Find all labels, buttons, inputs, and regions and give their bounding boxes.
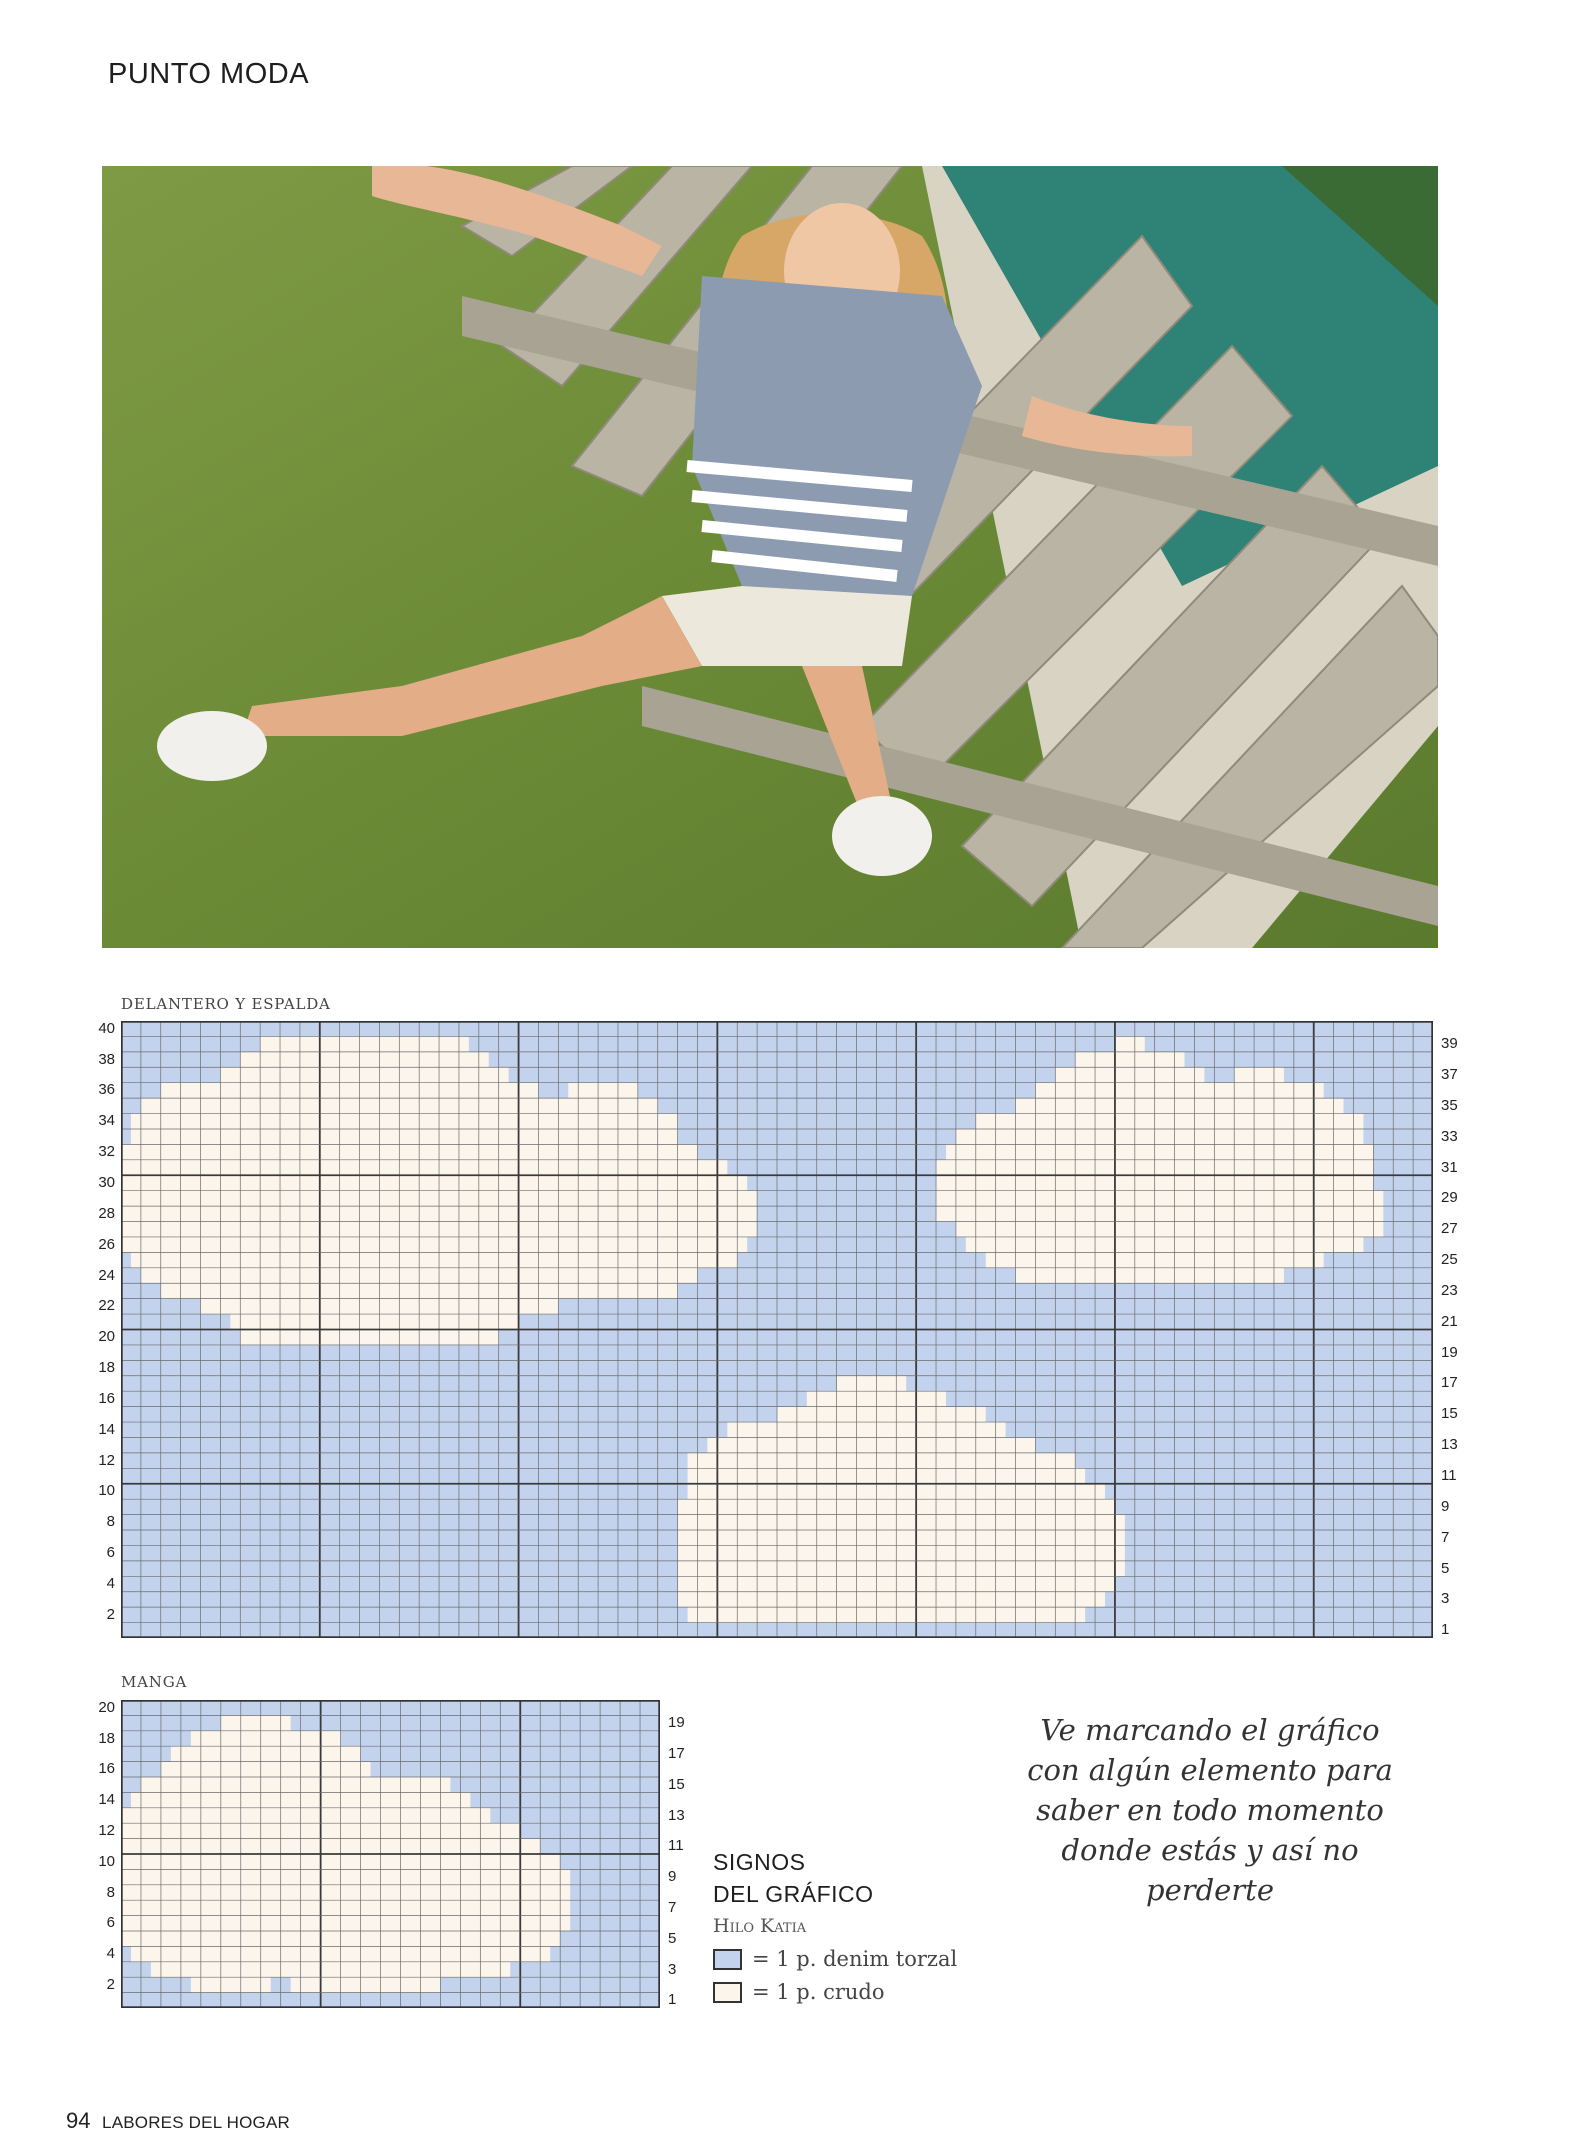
row-number-left: 4 bbox=[106, 1945, 115, 1963]
row-number-left: 24 bbox=[98, 1266, 115, 1284]
row-number-left: 2 bbox=[106, 1605, 115, 1623]
row-number-right: 27 bbox=[1441, 1220, 1458, 1238]
row-number-right: 3 bbox=[1441, 1590, 1450, 1608]
row-number-left: 16 bbox=[98, 1760, 115, 1778]
cream-stitches bbox=[121, 1869, 570, 1884]
row-number-right: 1 bbox=[668, 1991, 677, 2009]
row-number-right: 5 bbox=[1441, 1559, 1450, 1577]
row-number-left: 22 bbox=[98, 1297, 115, 1315]
row-number-right: 17 bbox=[668, 1744, 685, 1762]
legend-title-line2: DEL GRÁFICO bbox=[713, 1881, 874, 1907]
cream-stitches bbox=[678, 1515, 1125, 1530]
cream-stitches bbox=[121, 1885, 570, 1900]
knitting-chart-sleeve bbox=[121, 1700, 660, 2008]
cream-stitches bbox=[131, 1252, 737, 1267]
row-number-left: 28 bbox=[98, 1204, 115, 1222]
row-number-left: 10 bbox=[98, 1852, 115, 1870]
legend-title bbox=[713, 1846, 874, 1910]
row-number-left: 14 bbox=[98, 1791, 115, 1809]
cream-stitches bbox=[777, 1407, 986, 1422]
row-number-right: 11 bbox=[1441, 1467, 1457, 1485]
cream-stitches bbox=[131, 1114, 678, 1129]
row-number-left: 14 bbox=[98, 1420, 115, 1438]
cream-stitches bbox=[688, 1607, 1086, 1622]
cream-stitches bbox=[1035, 1083, 1323, 1098]
cream-stitches bbox=[568, 1083, 638, 1098]
cream-stitches bbox=[291, 1977, 441, 1992]
cream-stitches bbox=[121, 1900, 570, 1915]
page-number: 94 bbox=[66, 2108, 91, 2133]
chart-label-sleeve: MANGA bbox=[121, 1673, 188, 1691]
row-number-right: 7 bbox=[668, 1898, 677, 1916]
cream-stitches bbox=[230, 1314, 518, 1329]
cream-stitches bbox=[1234, 1067, 1284, 1082]
row-number-right: 9 bbox=[668, 1868, 677, 1886]
row-number-right: 11 bbox=[668, 1837, 684, 1855]
cream-stitches bbox=[956, 1222, 1383, 1237]
cream-stitches bbox=[161, 1762, 371, 1777]
row-number-right: 23 bbox=[1441, 1281, 1458, 1299]
cream-stitches bbox=[221, 1715, 291, 1730]
cream-stitches bbox=[171, 1746, 361, 1761]
chart-label-body: DELANTERO Y ESPALDA bbox=[121, 995, 331, 1013]
cream-stitches bbox=[260, 1036, 469, 1051]
cream-stitches bbox=[151, 1962, 510, 1977]
row-number-left: 2 bbox=[106, 1975, 115, 1993]
section-title: PUNTO MODA bbox=[108, 58, 310, 90]
row-number-right: 15 bbox=[1441, 1405, 1458, 1423]
legend-item-crudo bbox=[713, 1979, 885, 2005]
row-number-right: 9 bbox=[1441, 1497, 1450, 1515]
row-number-right: 25 bbox=[1441, 1251, 1458, 1269]
row-number-left: 26 bbox=[98, 1235, 115, 1253]
swatch-crudo bbox=[713, 1982, 742, 2003]
cream-stitches bbox=[1075, 1052, 1184, 1067]
cream-stitches bbox=[1055, 1067, 1204, 1082]
cream-stitches bbox=[678, 1530, 1125, 1545]
row-number-right: 17 bbox=[1441, 1374, 1458, 1392]
cream-stitches bbox=[946, 1144, 1373, 1159]
row-number-left: 4 bbox=[106, 1575, 115, 1592]
row-number-right: 21 bbox=[1441, 1312, 1458, 1330]
cream-stitches bbox=[936, 1191, 1383, 1206]
row-number-left: 20 bbox=[98, 1328, 115, 1346]
magazine-name: LABORES DEL HOGAR bbox=[102, 2113, 290, 2132]
row-number-left: 8 bbox=[106, 1883, 115, 1901]
cream-stitches bbox=[976, 1114, 1364, 1129]
row-number-left: 20 bbox=[98, 1698, 115, 1716]
row-number-left: 12 bbox=[98, 1451, 115, 1469]
row-number-right: 37 bbox=[1441, 1065, 1458, 1083]
row-number-right: 1 bbox=[1441, 1621, 1450, 1639]
row-number-left: 6 bbox=[106, 1544, 115, 1562]
cream-stitches bbox=[381, 1777, 451, 1792]
cream-stitches bbox=[966, 1237, 1364, 1252]
cream-stitches bbox=[688, 1468, 1086, 1483]
quote-line: perderte bbox=[1146, 1873, 1274, 1907]
cream-stitches bbox=[121, 1144, 697, 1159]
row-number-right: 5 bbox=[668, 1929, 677, 1947]
row-number-right: 33 bbox=[1441, 1127, 1458, 1145]
row-number-left: 10 bbox=[98, 1482, 115, 1500]
row-number-right: 3 bbox=[668, 1960, 677, 1978]
cream-stitches bbox=[688, 1453, 1076, 1468]
cream-stitches bbox=[161, 1083, 539, 1098]
cream-stitches bbox=[678, 1592, 1105, 1607]
cream-stitches bbox=[727, 1422, 1005, 1437]
row-number-right: 19 bbox=[1441, 1343, 1458, 1361]
row-number-left: 6 bbox=[106, 1914, 115, 1932]
cream-stitches bbox=[1016, 1268, 1284, 1283]
cream-stitches bbox=[121, 1808, 490, 1823]
cream-stitches bbox=[240, 1330, 498, 1345]
tip-quote bbox=[1010, 1710, 1410, 1910]
row-number-left: 12 bbox=[98, 1821, 115, 1839]
cream-stitches bbox=[121, 1160, 727, 1175]
quote-line: Ve marcando el gráfico bbox=[1040, 1713, 1380, 1747]
legend-text-crudo: = 1 p. crudo bbox=[752, 1980, 885, 2004]
cream-stitches bbox=[191, 1731, 341, 1746]
row-number-left: 18 bbox=[98, 1729, 115, 1747]
row-number-right: 39 bbox=[1441, 1035, 1458, 1053]
cream-stitches bbox=[121, 1175, 747, 1190]
row-number-right: 13 bbox=[668, 1806, 685, 1824]
cream-stitches bbox=[220, 1067, 508, 1082]
row-number-right: 15 bbox=[668, 1775, 685, 1793]
row-number-left: 30 bbox=[98, 1173, 115, 1191]
cream-stitches bbox=[956, 1129, 1364, 1144]
legend-text-denim: = 1 p. denim torzal bbox=[752, 1947, 958, 1971]
row-number-left: 34 bbox=[98, 1112, 115, 1130]
row-number-left: 8 bbox=[106, 1513, 115, 1531]
cream-stitches bbox=[131, 1129, 678, 1144]
row-number-left: 16 bbox=[98, 1389, 115, 1407]
cream-stitches bbox=[191, 1977, 271, 1992]
legend-item-denim bbox=[713, 1946, 957, 1972]
swatch-denim bbox=[713, 1949, 742, 1970]
legend-title-line1: SIGNOS bbox=[713, 1849, 806, 1875]
row-number-right: 29 bbox=[1441, 1189, 1458, 1207]
legend-brand: Hilo Katia bbox=[713, 1915, 807, 1937]
cream-stitches bbox=[121, 1916, 570, 1931]
row-number-right: 19 bbox=[668, 1714, 685, 1732]
row-number-right: 7 bbox=[1441, 1528, 1450, 1546]
cream-stitches bbox=[240, 1052, 488, 1067]
child-photo bbox=[102, 166, 1438, 948]
row-number-left: 36 bbox=[98, 1081, 115, 1099]
quote-line: donde estás y así no bbox=[1061, 1833, 1359, 1867]
row-number-left: 32 bbox=[98, 1143, 115, 1161]
quote-line: saber en todo momento bbox=[1036, 1793, 1384, 1827]
row-number-left: 18 bbox=[98, 1359, 115, 1377]
row-number-right: 13 bbox=[1441, 1436, 1458, 1454]
knitting-chart-body bbox=[121, 1021, 1433, 1638]
row-number-left: 38 bbox=[98, 1050, 115, 1068]
cream-stitches bbox=[678, 1545, 1125, 1560]
row-number-left: 40 bbox=[98, 1019, 115, 1037]
cream-stitches bbox=[837, 1376, 907, 1391]
cream-stitches bbox=[1016, 1098, 1344, 1113]
cream-stitches bbox=[936, 1206, 1383, 1221]
quote-line: con algún elemento para bbox=[1027, 1753, 1393, 1787]
page-footer bbox=[66, 2108, 290, 2134]
cream-stitches bbox=[121, 1839, 540, 1854]
row-number-right: 35 bbox=[1441, 1096, 1458, 1114]
cream-stitches bbox=[707, 1437, 1035, 1452]
cream-stitches bbox=[1115, 1036, 1145, 1051]
cream-stitches bbox=[678, 1561, 1125, 1576]
row-number-right: 31 bbox=[1441, 1158, 1458, 1176]
cream-stitches bbox=[121, 1237, 747, 1252]
